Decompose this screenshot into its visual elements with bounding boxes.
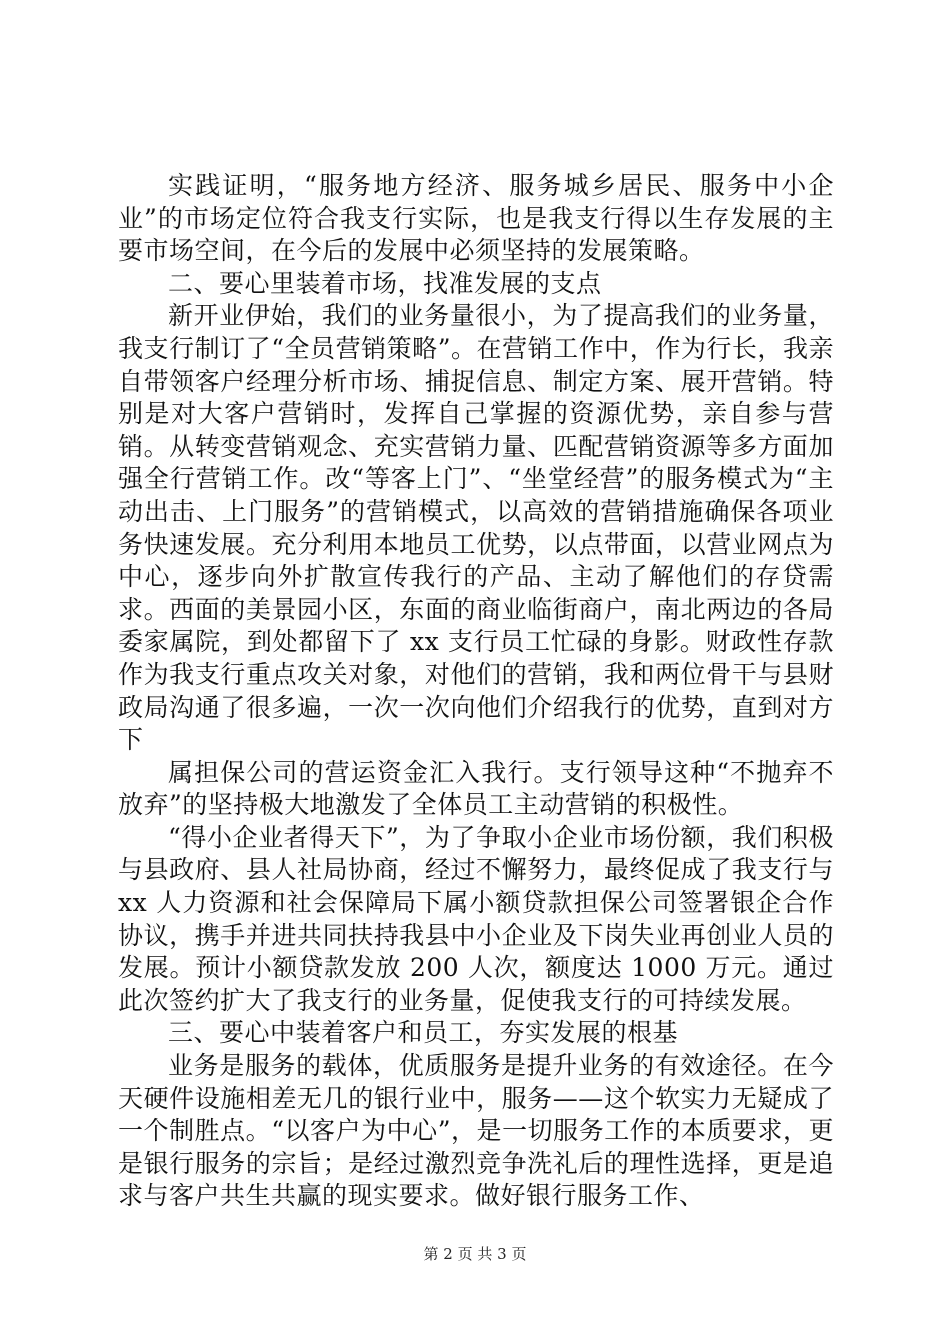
section-heading-2: 二、要心里装着市场，找准发展的支点 (168, 268, 602, 298)
paragraph-marketing-strategy: 新开业伊始，我们的业务量很小，为了提高我们的业务量，我支行制订了“全员营销策略”。在营销工作中，作为行长，我亲自带领客户经理分析市场、捕捉信息、制定方案、展开营销。特别是对大客户营销时，发挥自己掌握的资源优势，亲自参与营销。从转变营销观念、充实营销力量、匹配营销资源等多方面加强全行营销工作。改“等客上门”、“坐堂经营”的服务模式为“主动出击、上门服务”的营销模式，以高效的营销措施确保各项业务快速发展。充分利用本地员工优势，以点带面，以营业网点为中心，逐步向外扩散宣传我行的产品、主动了解他们的存贷需求。西面的美景园小区，东面的商业临街商户，南北两边的各局委家属院，到处都留下了 xx 支行员工忙碌的身影。财政性存款作为我支行重点攻关对象，对他们的营销，我和两位骨干与县财政局沟通了很多遍，一次一次向他们介绍我行的优势，直到对方下 (118, 301, 834, 755)
page-footer: 第 2 页 共 3 页 (423, 1245, 527, 1263)
paragraph-market-positioning: 实践证明，“服务地方经济、服务城乡居民、服务中小企业”的市场定位符合我支行实际，也是我支行得以生存发展的主要市场空间，在今后的发展中必须坚持的发展策略。 (118, 171, 834, 266)
paragraph-service: 业务是服务的载体，优质服务是提升业务的有效途径。在今天硬件设施相差无几的银行业中，服务——这个软实力无疑成了一个制胜点。“以客户为中心”，是一切服务工作的本质要求，更是银行服务的宗旨；是经过激烈竞争洗礼后的理性选择，更是追求与客户共生共赢的现实要求。做好银行服务工作、 (118, 1051, 834, 1211)
paragraph-guarantee-company: 属担保公司的营运资金汇入我行。支行领导这种“不抛弃不放弃”的坚持极大地激发了全体员工主动营销的积极性。 (118, 757, 834, 820)
paragraph-small-enterprise: “得小企业者得天下”，为了争取小企业市场份额，我们积极与县政府、县人社局协商，经过不懈努力，最终促成了我支行与 xx 人力资源和社会保障局下属小额贷款担保公司签署银企合作协议，携手并进共同扶持我县中小企业及下岗失业再创业人员的发展。预计小额贷款发放 200 人次，额度达 1000 万元。通过此次签约扩大了我支行的业务量，促使我支行的可持续发展。 (118, 822, 834, 1015)
document-body (118, 170, 834, 1213)
section-heading-3: 三、要心中装着客户和员工，夯实发展的根基 (168, 1018, 679, 1048)
